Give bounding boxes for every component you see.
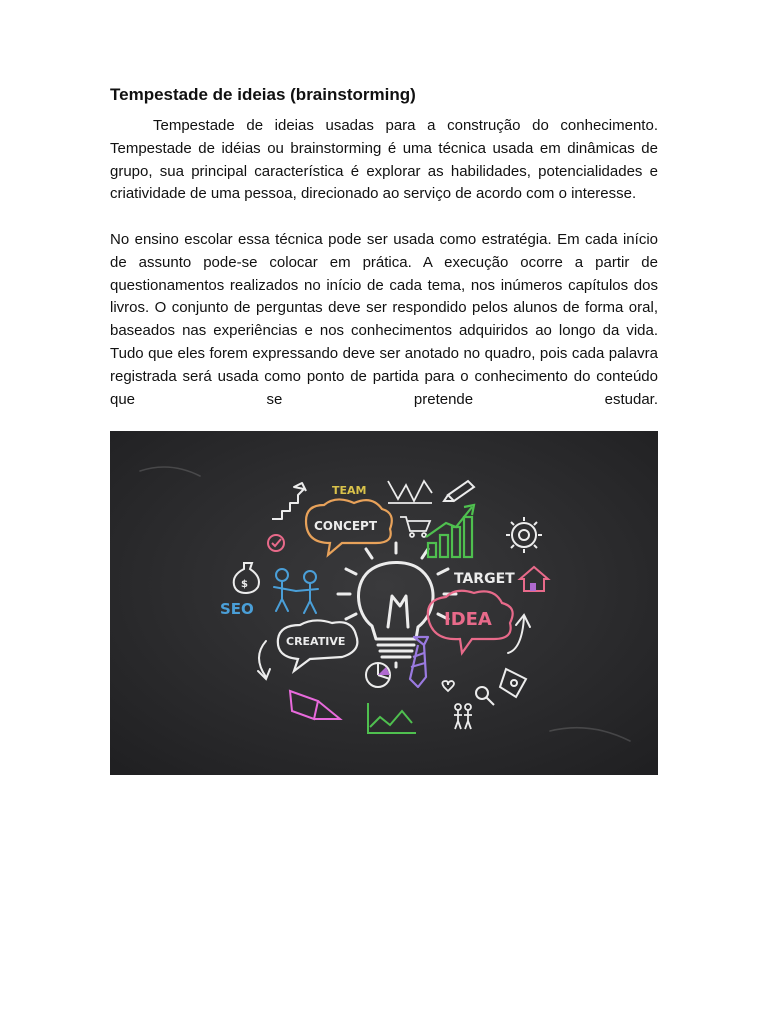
paragraph-intro bbox=[110, 115, 658, 206]
team-word: TEAM bbox=[332, 484, 367, 497]
paragraph-intro-body: Tempestade de idéias ou brainstorming é uma técnica usada em dinâmicas de grupo, sua principal característica é explorar as habilidades, potencialidades e criatividade de uma pessoa, direcionado ao serviço de acordo com o interesse. bbox=[110, 139, 658, 203]
paragraph-school: No ensino escolar essa técnica pode ser usada como estratégia. Em cada início de assunto pode-se colocar em prática. A execução ocorre a partir de questionamentos realizados no início de cada tema, nos inúmeros capítulos dos livros. O conjunto de perguntas deve ser respondido pelos alunos de forma oral, baseados nas experiências e nos conhecimentos adquiridos ao longo da vida. Tudo que eles forem expressando deve ser anotado no quadro, pois cada palavra registrada será usada como ponto de partida para o conhecimento do conteúdo que se pretende estudar. bbox=[110, 230, 658, 408]
brainstorm-chalkboard-image bbox=[110, 431, 658, 775]
chalkboard-illustration bbox=[110, 431, 658, 775]
concept-word: CONCEPT bbox=[314, 519, 378, 533]
chalkboard-background bbox=[110, 431, 658, 775]
document-body bbox=[110, 84, 658, 411]
page-title: Tempestade de ideias (brainstorming) bbox=[110, 85, 416, 104]
target-word: TARGET bbox=[454, 571, 515, 587]
svg-text:$: $ bbox=[241, 579, 248, 590]
seo-word: SEO bbox=[220, 600, 254, 618]
idea-word: IDEA bbox=[444, 609, 492, 630]
creative-word: CREATIVE bbox=[286, 635, 346, 648]
paragraph-lead: Tempestade de ideias usadas para a construção do conhecimento. bbox=[153, 117, 658, 134]
